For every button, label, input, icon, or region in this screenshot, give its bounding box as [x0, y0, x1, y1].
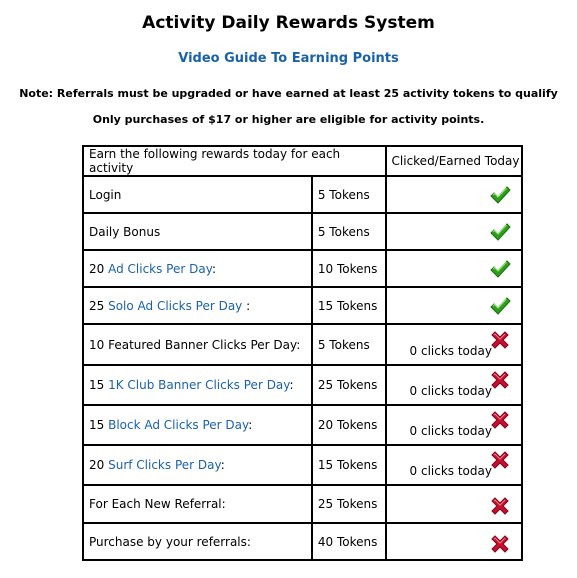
activity-cell [83, 485, 312, 523]
table-row [83, 176, 522, 213]
activity-cell [83, 250, 312, 287]
referral-note: Note: Referrals must be upgraded or have earned at least 25 activity tokens to qualify [19, 87, 558, 100]
purchase-note: Only purchases of $17 or higher are eligible for activity points. [92, 113, 485, 126]
activity-link[interactable]: Solo Ad Clicks Per Day [108, 298, 243, 313]
checkmark-icon [489, 184, 511, 206]
tokens-cell [312, 405, 386, 445]
activity-cell [83, 405, 312, 445]
clicks-today-text: 0 clicks today [409, 384, 492, 398]
activity-column-header: Earn the following rewards today for each activity [83, 146, 386, 176]
tokens-value: 25 Tokens [317, 378, 378, 392]
tokens-value: 15 Tokens [317, 458, 378, 472]
cross-icon [489, 533, 511, 555]
status-cell [386, 287, 522, 324]
activity-cell [83, 176, 312, 213]
tokens-cell [312, 324, 386, 365]
tokens-value: 5 Tokens [317, 224, 370, 239]
activity-label: 25 [89, 298, 109, 313]
tokens-cell [312, 485, 386, 523]
table-row [83, 365, 522, 405]
table-row [83, 485, 522, 523]
activity-label: 10 Featured Banner Clicks Per Day: [89, 337, 301, 352]
cross-icon [489, 449, 511, 471]
cross-icon [489, 495, 511, 517]
activity-label: Purchase by your referrals: [89, 534, 251, 549]
activity-cell [83, 287, 312, 324]
status-cell [386, 485, 522, 523]
page-title: Activity Daily Rewards System [142, 13, 435, 33]
status-cell [386, 213, 522, 250]
table-row [83, 405, 522, 445]
clicks-today-text: 0 clicks today [409, 424, 492, 438]
activity-cell [83, 365, 312, 405]
tokens-cell [312, 250, 386, 287]
clicks-today-text: 0 clicks today [409, 464, 492, 478]
activity-label-suffix: : [289, 378, 294, 392]
cross-icon [489, 409, 511, 431]
tokens-value: 25 Tokens [317, 497, 378, 511]
status-cell [386, 445, 522, 485]
checkmark-icon [489, 295, 511, 317]
rewards-table [82, 145, 523, 561]
table-row [83, 213, 522, 250]
status-cell [386, 365, 522, 405]
status-cell [386, 324, 522, 365]
tokens-value: 5 Tokens [317, 337, 370, 352]
activity-cell [83, 445, 312, 485]
activity-link[interactable]: Surf Clicks Per Day [108, 458, 221, 472]
tokens-value: 15 Tokens [317, 298, 378, 313]
clicks-today-text: 0 clicks today [409, 343, 492, 358]
tokens-cell [312, 523, 386, 560]
table-row [83, 324, 522, 365]
video-guide-link[interactable]: Video Guide To Earning Points [178, 51, 399, 66]
tokens-cell [312, 176, 386, 213]
activity-label: Login [89, 187, 122, 202]
table-header-row [83, 146, 522, 176]
checkmark-icon [489, 221, 511, 243]
activity-link[interactable]: Ad Clicks Per Day [108, 261, 212, 276]
tokens-cell [312, 445, 386, 485]
table-row [83, 287, 522, 324]
activity-label: 15 [89, 378, 109, 392]
activity-label-suffix: : [211, 261, 216, 276]
activity-cell [83, 523, 312, 560]
tokens-cell [312, 213, 386, 250]
activity-label: 20 [89, 458, 109, 472]
activity-label-suffix: : [220, 458, 225, 472]
activity-label-suffix: : [248, 418, 253, 432]
tokens-value: 40 Tokens [317, 534, 378, 549]
tokens-value: 5 Tokens [317, 187, 370, 202]
activity-label-suffix: : [242, 298, 251, 313]
cross-icon [489, 329, 511, 351]
activity-label: 15 [89, 418, 109, 432]
status-cell [386, 176, 522, 213]
tokens-cell [312, 287, 386, 324]
activity-link[interactable]: Block Ad Clicks Per Day [108, 418, 249, 432]
tokens-cell [312, 365, 386, 405]
table-row [83, 445, 522, 485]
table-row [83, 250, 522, 287]
activity-label: 20 [89, 261, 109, 276]
checkmark-icon [489, 258, 511, 280]
activity-cell [83, 324, 312, 365]
tokens-value: 20 Tokens [317, 418, 378, 432]
table-row [83, 523, 522, 560]
cross-icon [489, 369, 511, 391]
activity-label: Daily Bonus [89, 224, 161, 239]
status-cell [386, 405, 522, 445]
activity-link[interactable]: 1K Club Banner Clicks Per Day [108, 378, 290, 392]
tokens-value: 10 Tokens [317, 261, 378, 276]
activity-cell [83, 213, 312, 250]
status-cell [386, 523, 522, 560]
activity-label: For Each New Referral: [89, 497, 226, 511]
status-column-header: Clicked/Earned Today [386, 146, 522, 176]
status-cell [386, 250, 522, 287]
